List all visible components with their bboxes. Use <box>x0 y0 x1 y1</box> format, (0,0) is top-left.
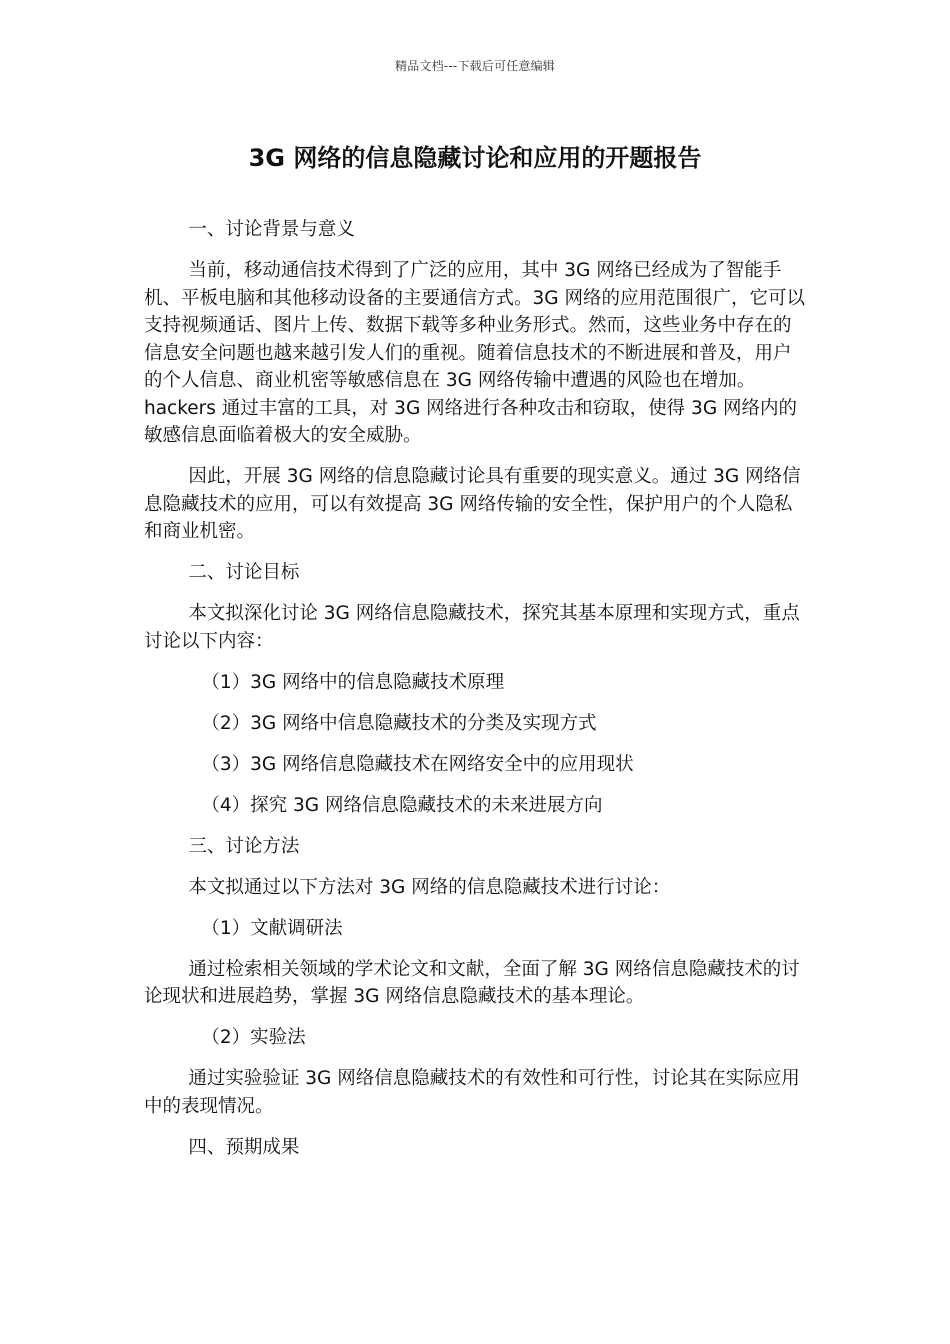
section-heading-goals: 二、讨论目标 <box>188 562 300 583</box>
list-item-goal-2: （2）3G 网络中信息隐藏技术的分类及实现方式 <box>201 712 597 734</box>
list-item-method-literature: （1）文献调研法 <box>201 917 343 939</box>
paragraph-methods-intro: 本文拟通过以下方法对 3G 网络的信息隐藏技术进行讨论： <box>188 876 671 898</box>
document-title: 3G 网络的信息隐藏讨论和应用的开题报告 <box>248 144 702 172</box>
document-body <box>144 216 808 1175</box>
list-item-goal-4: （4）探究 3G 网络信息隐藏技术的未来进展方向 <box>201 794 603 816</box>
paragraph-goals-intro: 本文拟深化讨论 3G 网络信息隐藏技术，探究其基本原理和实现方式，重点讨论以下内容： <box>144 603 800 652</box>
paragraph-method-experiment: 通过实验验证 3G 网络信息隐藏技术的有效性和可行性，讨论其在实际应用中的表现情况。 <box>144 1068 800 1117</box>
list-item-method-experiment: （2）实验法 <box>201 1027 306 1048</box>
paragraph-significance: 因此，开展 3G 网络的信息隐藏讨论具有重要的现实意义。通过 3G 网络信息隐藏技术的应用，可以有效提高 3G 网络传输的安全性，保护用户的个人隐私和商业机密。 <box>144 466 801 542</box>
section-heading-outcomes: 四、预期成果 <box>188 1136 300 1158</box>
header-watermark: 精品文档---下载后可任意编辑 <box>395 59 555 73</box>
paragraph-method-literature: 通过检索相关领域的学术论文和文献，全面了解 3G 网络信息隐藏技术的讨论现状和进展趋势，掌握 3G 网络信息隐藏技术的基本理论。 <box>144 958 800 1007</box>
list-item-goal-1: （1）3G 网络中的信息隐藏技术原理 <box>201 671 505 693</box>
section-heading-methods: 三、讨论方法 <box>188 835 300 857</box>
section-heading-background: 一、讨论背景与意义 <box>188 219 355 240</box>
paragraph-background: 当前，移动通信技术得到了广泛的应用，其中 3G 网络已经成为了智能手机、平板电脑和其他移动设备的主要通信方式。3G 网络的应用范围很广，它可以支持视频通话、图片上传、数据下载等多种业务形式。然而，这些业务中存在的信息安全问题也越来越引发人们的重视。随着信息技术的不断进展和普及，用户的个人信息、商业机密等敏感信息在 3G 网络传输中遭遇的风险也在增加。hackers 通过丰富的工具，对 3G 网络进行各种攻击和窃取，使得 3G 网络内的敏感信息面临着极大的安全威胁。 <box>144 260 805 446</box>
list-item-goal-3: （3）3G 网络信息隐藏技术在网络安全中的应用现状 <box>201 753 634 775</box>
